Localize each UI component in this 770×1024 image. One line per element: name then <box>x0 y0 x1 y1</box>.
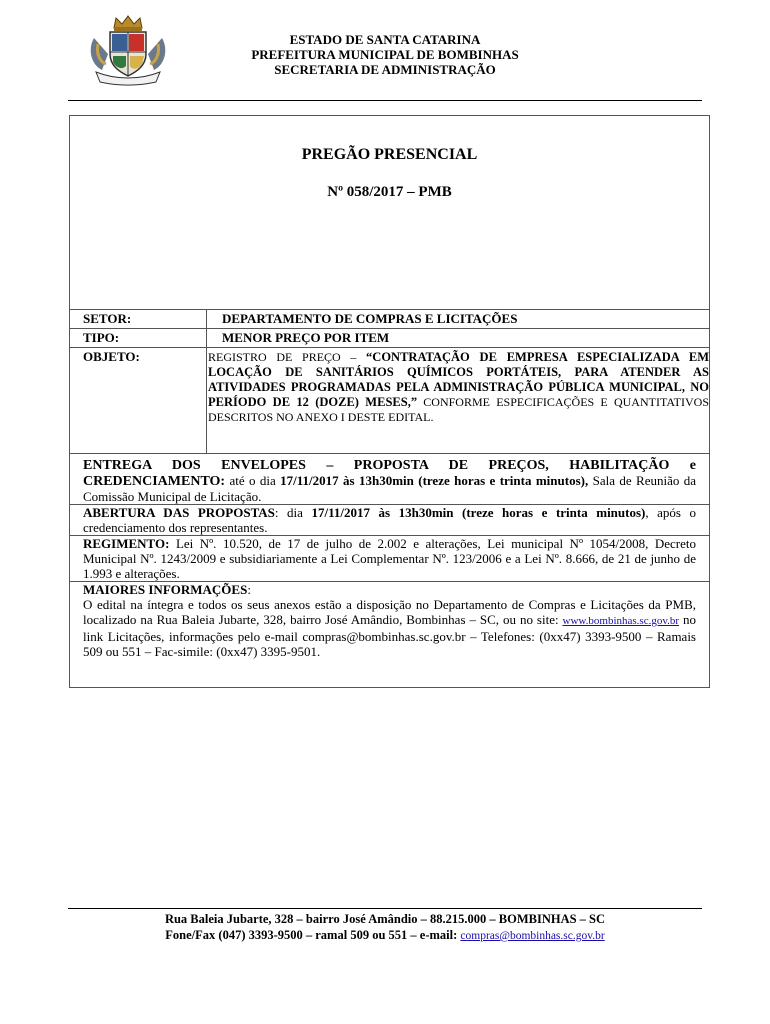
objeto-value <box>208 348 709 425</box>
state-name: ESTADO DE SANTA CATARINA <box>289 32 481 47</box>
setor-value: DEPARTAMENTO DE COMPRAS E LICITAÇÕES <box>222 311 518 326</box>
notice-number: Nº 058/2017 – PMB <box>327 184 452 200</box>
tipo-label: TIPO: <box>83 330 120 345</box>
notice-box <box>69 115 710 688</box>
abertura-heading: ABERTURA DAS PROPOSTAS <box>83 505 275 520</box>
entrega-date: 17/11/2017 às 13h30min (treze horas e trinta minutos), <box>280 473 589 488</box>
website-link[interactable]: www.bombinhas.sc.gov.br <box>562 615 680 627</box>
maiores-colon: : <box>247 582 251 597</box>
objeto-prefix: REGISTRO DE PREÇO – <box>208 350 367 364</box>
footer-email-link[interactable]: compras@bombinhas.sc.gov.br <box>460 930 605 942</box>
info-row-objeto <box>70 348 709 453</box>
maiores-heading: MAIORES INFORMAÇÕES <box>83 582 248 597</box>
objeto-description: “CONTRATAÇÃO DE EMPRESA ESPECIALIZADA EM LOCAÇÃO DE SANITÁRIOS QUÍMICOS PORTÁTEIS, PARA ATENDER AS ATIVIDADES PROGRAMADAS PELA ADMINISTRAÇÃO PÚBLICA MUNICIPAL, NO PERÍODO DE 12 (DOZE) MESES,” <box>208 350 709 409</box>
tipo-value: MENOR PREÇO POR ITEM <box>222 330 390 345</box>
maiores-text-1: O edital na íntegra e todos os seus anexos estão a disposição no Departamento de Compras e Licitações da PMB, localizado na Rua Baleia Jubarte, 328, bairro José Amândio, Bombinhas – SC, ou no site: <box>83 597 696 627</box>
entrega-text-1: até o dia <box>225 473 281 488</box>
footer-phone: Fone/Fax (047) 3393-9500 – ramal 509 ou 551 – e-mail: <box>165 928 461 942</box>
info-table <box>70 309 709 659</box>
regimento-text: Lei Nº. 10.520, de 17 de julho de 2.002 e alterações, Lei municipal Nº 1054/2008, Decreto Municipal Nº. 1243/2009 e subsidiariamente a Lei Complementar Nº. 123/2006 e a Lei Nº. 8.666, de 21 de junho de 1.993 e alterações. <box>83 536 696 581</box>
entrega-heading: ENTREGA DOS ENVELOPES – PROPOSTA DE PREÇOS, HABILITAÇÃO e CREDENCIAMENTO: <box>83 458 696 489</box>
secretariat-name: SECRETARIA DE ADMINISTRAÇÃO <box>274 62 496 77</box>
objeto-label: OBJETO: <box>83 349 140 364</box>
footer-divider <box>68 908 702 909</box>
column-divider <box>206 310 207 328</box>
entrega-text-2: Sala de Reunião da Comissão Municipal de Licitação. <box>83 473 696 504</box>
footer-contact <box>68 927 702 944</box>
prefecture-name: PREFEITURA MUNICIPAL DE BOMBINHAS <box>251 47 519 62</box>
section-abertura <box>70 504 709 535</box>
column-divider <box>206 329 207 347</box>
abertura-text-1: : dia <box>274 505 312 520</box>
maiores-text-2: no link Licitações, informações pelo e-mail compras@bombinhas.sc.gov.br – Telefones: (0xx47) 3393-9500 – Ramais 509 ou 551 – Fac-simile: (0xx47) 3395-9501. <box>83 612 696 659</box>
header-divider <box>68 100 702 101</box>
footer <box>68 911 702 944</box>
section-entrega <box>70 453 709 504</box>
municipal-coat-of-arms-icon <box>86 14 170 86</box>
footer-address: Rua Baleia Jubarte, 328 – bairro José Amândio – 88.215.000 – BOMBINHAS – SC <box>164 912 606 926</box>
letterhead <box>210 32 560 77</box>
abertura-text-2: , após o credenciamento dos representantes. <box>83 505 696 535</box>
abertura-date: 17/11/2017 às 13h30min (treze horas e trinta minutos) <box>311 505 646 520</box>
info-row-setor <box>70 310 709 329</box>
section-regimento <box>70 535 709 581</box>
column-divider <box>206 348 207 453</box>
notice-title: PREGÃO PRESENCIAL <box>301 146 478 163</box>
setor-label: SETOR: <box>83 311 132 326</box>
section-maiores-informacoes <box>70 581 709 659</box>
info-row-tipo <box>70 329 709 348</box>
regimento-heading: REGIMENTO: <box>83 536 170 551</box>
objeto-suffix: CONFORME ESPECIFICAÇÕES E QUANTITATIVOS DESCRITOS NO ANEXO I DESTE EDITAL. <box>208 395 709 424</box>
